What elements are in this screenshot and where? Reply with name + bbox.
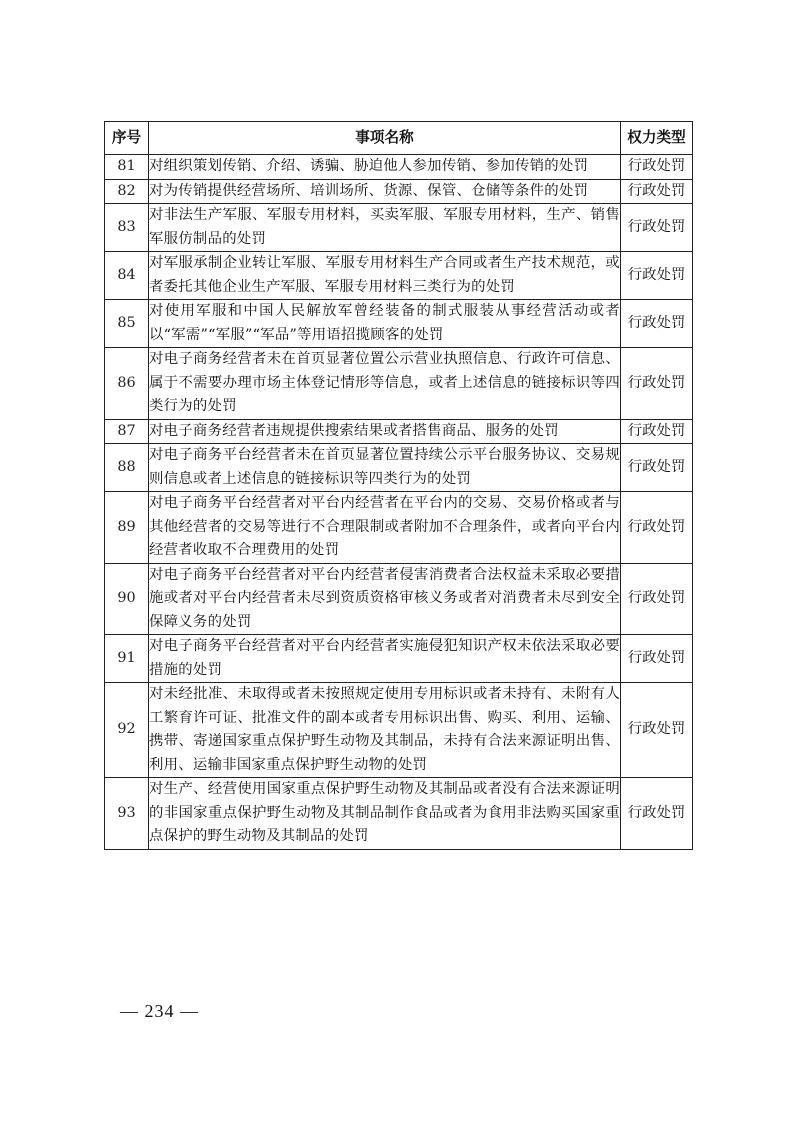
- row-number: 83: [105, 204, 149, 252]
- row-type: 行政处罚: [621, 778, 693, 850]
- row-name: 对电子商务经营者违规提供搜索结果或者搭售商品、服务的处罚: [149, 419, 621, 444]
- table-row: [105, 444, 693, 492]
- row-number: 90: [105, 563, 149, 635]
- row-type: 行政处罚: [621, 179, 693, 204]
- table-row: [105, 252, 693, 300]
- items-table: [104, 121, 693, 850]
- row-number: 93: [105, 778, 149, 850]
- row-number: 87: [105, 419, 149, 444]
- table-row: [105, 683, 693, 778]
- row-number: 92: [105, 683, 149, 778]
- row-name: 对电子商务平台经营者对平台内经营者在平台内的交易、交易价格或者与其他经营者的交易等进行不合理限制或者附加不合理条件，或者向平台内经营者收取不合理费用的处罚: [149, 492, 621, 564]
- row-name: 对使用军服和中国人民解放军曾经装备的制式服装从事经营活动或者以“军需”“军服”“军品”等用语招揽顾客的处罚: [149, 300, 621, 348]
- row-name: 对电子商务经营者未在首页显著位置公示营业执照信息、行政许可信息、属于不需要办理市场主体登记情形等信息，或者上述信息的链接标识等四类行为的处罚: [149, 348, 621, 420]
- row-name: 对为传销提供经营场所、培训场所、货源、保管、仓储等条件的处罚: [149, 179, 621, 204]
- row-type: 行政处罚: [621, 635, 693, 683]
- row-name: 对电子商务平台经营者对平台内经营者侵害消费者合法权益未采取必要措施或者对平台内经营者未尽到资质资格审核义务或者对消费者未尽到安全保障义务的处罚: [149, 563, 621, 635]
- table-row: [105, 348, 693, 420]
- row-type: 行政处罚: [621, 683, 693, 778]
- table-row: [105, 155, 693, 180]
- row-number: 91: [105, 635, 149, 683]
- row-name: 对电子商务平台经营者对平台内经营者实施侵犯知识产权未依法采取必要措施的处罚: [149, 635, 621, 683]
- header-type: 权力类型: [621, 122, 693, 155]
- row-type: 行政处罚: [621, 348, 693, 420]
- row-name: 对生产、经营使用国家重点保护野生动物及其制品或者没有合法来源证明的非国家重点保护野生动物及其制品制作食品或者为食用非法购买国家重点保护的野生动物及其制品的处罚: [149, 778, 621, 850]
- table-row: [105, 419, 693, 444]
- row-type: 行政处罚: [621, 252, 693, 300]
- table-row: [105, 563, 693, 635]
- row-number: 86: [105, 348, 149, 420]
- table-header-row: [105, 122, 693, 155]
- header-number: 序号: [105, 122, 149, 155]
- row-name: 对未经批准、未取得或者未按照规定使用专用标识或者未持有、未附有人工繁育许可证、批准文件的副本或者专用标识出售、购买、利用、运输、携带、寄递国家重点保护野生动物及其制品，未持有合法来源证明出售、利用、运输非国家重点保护野生动物的处罚: [149, 683, 621, 778]
- row-type: 行政处罚: [621, 204, 693, 252]
- table-row: [105, 492, 693, 564]
- row-number: 81: [105, 155, 149, 180]
- row-number: 84: [105, 252, 149, 300]
- table-body: [105, 155, 693, 850]
- table-row: [105, 179, 693, 204]
- row-number: 82: [105, 179, 149, 204]
- row-type: 行政处罚: [621, 155, 693, 180]
- table-row: [105, 635, 693, 683]
- row-name: 对非法生产军服、军服专用材料，买卖军服、军服专用材料，生产、销售军服仿制品的处罚: [149, 204, 621, 252]
- header-name: 事项名称: [149, 122, 621, 155]
- row-type: 行政处罚: [621, 563, 693, 635]
- row-number: 85: [105, 300, 149, 348]
- table-row: [105, 300, 693, 348]
- table-row: [105, 204, 693, 252]
- row-name: 对组织策划传销、介绍、诱骗、胁迫他人参加传销、参加传销的处罚: [149, 155, 621, 180]
- row-type: 行政处罚: [621, 444, 693, 492]
- row-name: 对军服承制企业转让军服、军服专用材料生产合同或者生产技术规范，或者委托其他企业生产军服、军服专用材料三类行为的处罚: [149, 252, 621, 300]
- row-type: 行政处罚: [621, 419, 693, 444]
- row-number: 89: [105, 492, 149, 564]
- table-row: [105, 778, 693, 850]
- row-name: 对电子商务平台经营者未在首页显著位置持续公示平台服务协议、交易规则信息或者上述信息的链接标识等四类行为的处罚: [149, 444, 621, 492]
- row-type: 行政处罚: [621, 300, 693, 348]
- row-number: 88: [105, 444, 149, 492]
- row-type: 行政处罚: [621, 492, 693, 564]
- page-number: — 234 —: [120, 1001, 199, 1021]
